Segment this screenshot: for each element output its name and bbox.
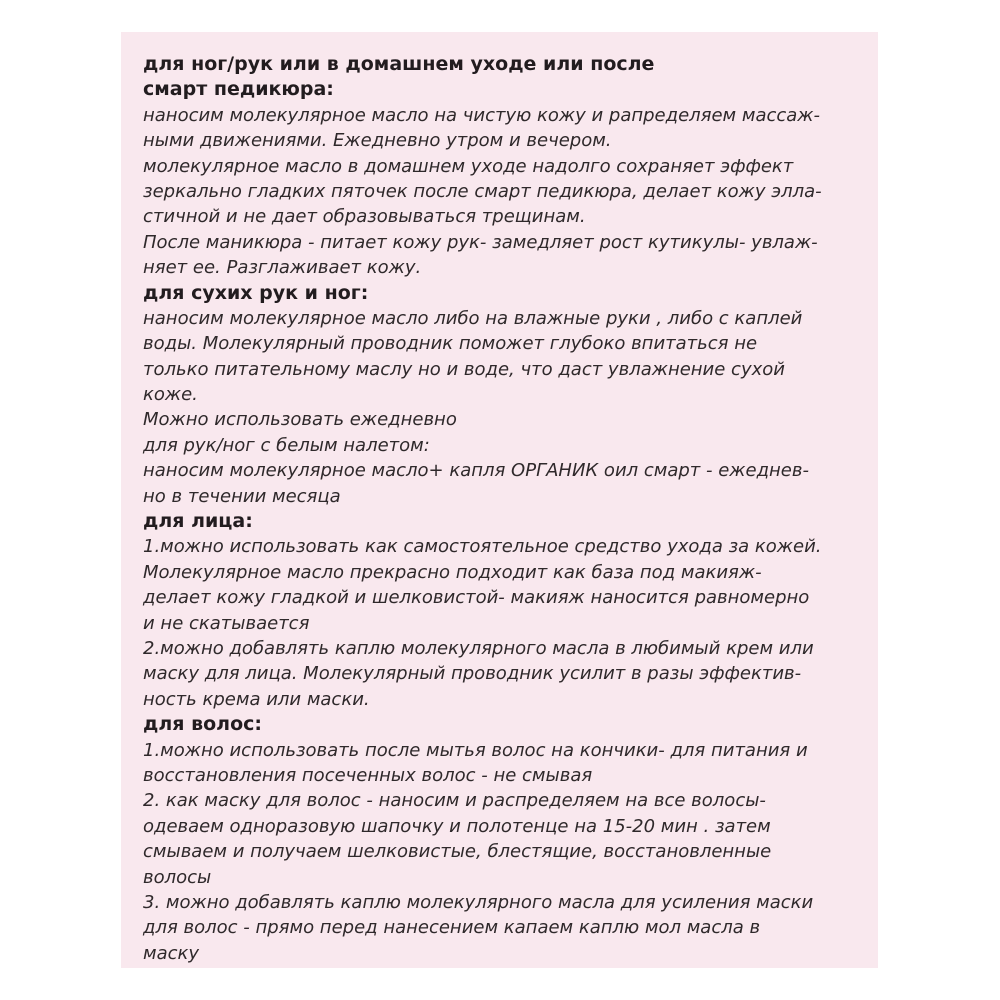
section-text-line: и не скатывается xyxy=(143,612,310,634)
section-text-line: маску xyxy=(143,942,200,964)
section-text-line: восстановления посеченных волос - не смывая xyxy=(143,764,593,786)
section-text-line: 1.можно использовать после мытья волос на кончики- для питания и xyxy=(143,739,808,761)
section-text-line: для волос - прямо перед нанесением капаем каплю мол масла в xyxy=(143,917,761,939)
section-text-line: зеркально гладких пяточек после смарт педикюра, делает кожу элла- xyxy=(143,180,822,202)
instructions-text xyxy=(143,52,873,966)
section-text-line: но в течении месяца xyxy=(143,485,341,507)
section-text-line: ность крема или маски. xyxy=(143,688,370,710)
section-heading: для ног/рук или в домашнем уходе или после xyxy=(143,53,655,75)
section-text-line: наносим молекулярное масло на чистую кожу и рапределяем массаж- xyxy=(143,104,821,126)
section-text-line: стичной и не дает образовываться трещинам. xyxy=(143,206,586,228)
section-hair xyxy=(143,712,873,966)
section-face xyxy=(143,509,873,712)
section-feet-hands xyxy=(143,52,873,281)
section-text-line: молекулярное масло в домашнем уходе надолго сохраняет эффект xyxy=(143,155,794,177)
section-text-line: наносим молекулярное масло либо на влажные руки , либо с каплей xyxy=(143,307,803,329)
section-text-line: маску для лица. Молекулярный проводник усилит в разы эффектив- xyxy=(143,663,802,685)
section-text-line: После маникюра - питает кожу рук- замедляет рост кутикулы- увлаж- xyxy=(143,231,818,253)
section-text-line: ными движениями. Ежедневно утром и вечером. xyxy=(143,130,612,152)
section-text-line: наносим молекулярное масло+ капля ОРГАНИК оил смарт - ежеднев- xyxy=(143,460,809,482)
section-text-line: волосы xyxy=(143,866,212,888)
section-heading: для лица: xyxy=(143,510,253,533)
section-text-line: 1.можно использовать как самостоятельное средство ухода за кожей. xyxy=(143,536,822,558)
section-text-line: 3. можно добавлять каплю молекулярного масла для усиления маски xyxy=(143,891,814,913)
section-text-line: только питательному маслу но и воде, что даст увлажнение сухой xyxy=(143,358,785,380)
section-heading: для сухих рук и ног: xyxy=(143,281,369,304)
section-heading: смарт педикюра: xyxy=(143,78,334,101)
section-text-line: для рук/ног с белым налетом: xyxy=(143,434,430,456)
section-text-line: Можно использовать ежедневно xyxy=(143,409,457,431)
section-text-line: 2.можно добавлять каплю молекулярного масла в любимый крем или xyxy=(143,637,814,659)
section-text-line: делает кожу гладкой и шелковистой- макияж наносится равномерно xyxy=(143,587,810,609)
section-dry-hands-feet xyxy=(143,281,873,510)
section-text-line: Молекулярное масло прекрасно подходит как база под макияж- xyxy=(143,561,762,583)
section-text-line: няет ее. Разглаживает кожу. xyxy=(143,257,422,279)
section-text-line: воды. Молекулярный проводник поможет глубоко впитаться не xyxy=(143,333,758,355)
section-text-line: смываем и получаем шелковистые, блестящие, восстановленные xyxy=(143,841,772,863)
section-text-line: коже. xyxy=(143,384,198,406)
section-text-line: 2. как маску для волос - наносим и распределяем на все волосы- xyxy=(143,790,766,812)
section-text-line: одеваем одноразовую шапочку и полотенце на 15-20 мин . затем xyxy=(143,815,771,837)
section-heading: для волос: xyxy=(143,713,262,736)
